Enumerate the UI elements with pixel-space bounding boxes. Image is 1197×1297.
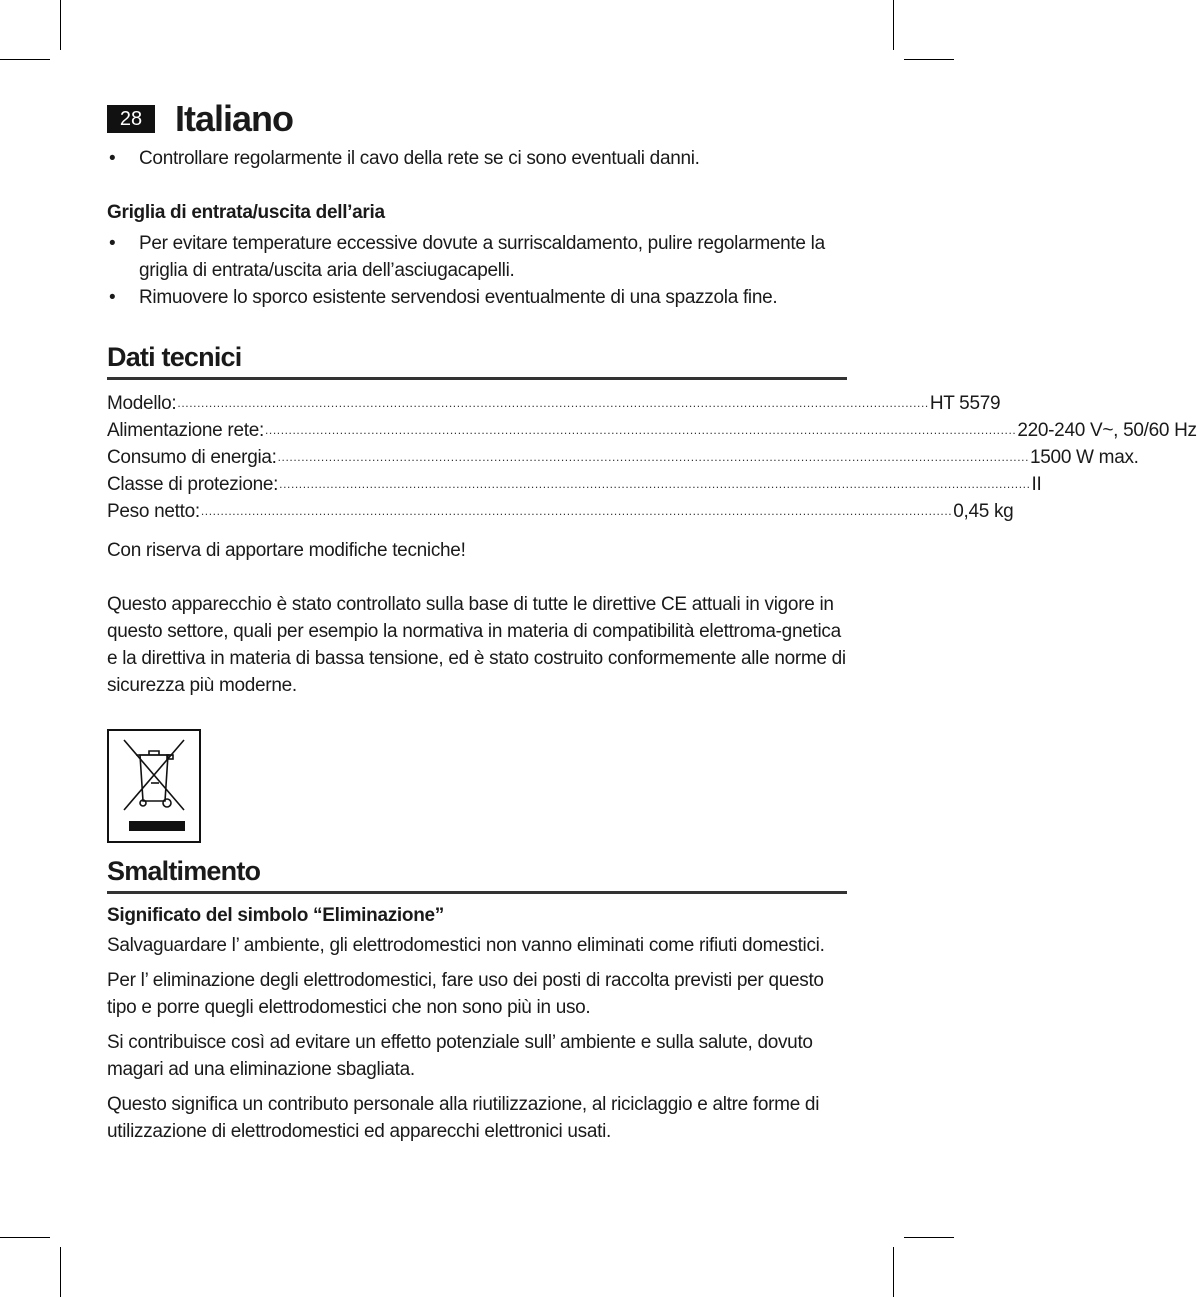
list-item: • Controllare regolarmente il cavo della rete se ci sono eventuali danni. <box>107 145 847 172</box>
disposal-heading: Smaltimento <box>107 853 847 894</box>
spec-row <box>107 417 1197 444</box>
crop-mark <box>60 1247 61 1297</box>
leader-dots: ............................................................................................................................................................................................... <box>177 396 929 410</box>
bullet-icon: • <box>109 287 116 308</box>
crop-mark <box>893 1247 894 1297</box>
spec-label: Alimentazione rete: <box>107 420 264 441</box>
disposal-paragraph: Si contribuisce così ad evitare un effetto potenziale sull’ ambiente e sulla salute, dovuto magari ad una eliminazione sbagliata. <box>107 1032 813 1080</box>
spec-row <box>107 471 1042 498</box>
crop-mark <box>904 59 954 60</box>
weee-crossed-bin-icon <box>107 729 201 843</box>
disposal-paragraph: Questo significa un contributo personale alla riutilizzazione, al riciclaggio e altre forme di utilizzazione di elettrodomestici ed apparecchi elettronici usati. <box>107 1094 820 1142</box>
spec-label: Peso netto: <box>107 501 200 522</box>
disposal-paragraph: Per l’ eliminazione degli elettrodomestici, fare uso dei posti di raccolta previsti per questo tipo e porre quegli elettrodomestici che non sono più in uso. <box>107 970 824 1018</box>
crop-mark <box>0 1237 50 1238</box>
page-number: 28 <box>107 105 155 133</box>
disposal-paragraph: Salvaguardare l’ ambiente, gli elettrodomestici non vanno eliminati come rifiuti domestici. <box>107 935 825 956</box>
disposal-subheading: Significato del simbolo “Eliminazione” <box>107 905 444 926</box>
spec-value: 220-240 V~, 50/60 Hz <box>1017 420 1197 441</box>
bullet-icon: • <box>109 148 116 169</box>
spec-label: Classe di protezione: <box>107 474 279 495</box>
spec-value: II <box>1031 474 1042 495</box>
crop-mark <box>60 0 61 50</box>
spec-value: HT 5579 <box>929 393 1001 414</box>
leader-dots: ............................................................................................................................................................................................... <box>277 450 1030 464</box>
spec-table <box>107 390 1197 525</box>
spec-row <box>107 390 1001 417</box>
grill-heading: Griglia di entrata/uscita dell’aria <box>107 202 385 223</box>
leader-dots: ............................................................................................................................................................................................... <box>279 477 1031 491</box>
compliance-text: Questo apparecchio è stato controllato sulla base di tutte le direttive CE attuali in vigore in questo settore, quali per esempio la normativa in materia di compatibilità elettroma-gnetica e la direttiva in materia di bassa tensione, ed è stato costruito conformemente alle norme di sicurezza più moderne. <box>107 594 846 696</box>
spec-value: 0,45 kg <box>953 501 1014 522</box>
leader-dots: ............................................................................................................................................................................................... <box>200 504 953 518</box>
spec-row <box>107 498 1014 525</box>
page-title: Italiano <box>175 98 294 139</box>
list-item: • Rimuovere lo sporco esistente servendosi eventualmente di una spazzola fine. <box>107 284 847 311</box>
spec-label: Modello: <box>107 393 177 414</box>
crop-mark <box>0 59 50 60</box>
weee-bar <box>129 821 185 831</box>
list-item: • Per evitare temperature eccessive dovute a surriscaldamento, pulire regolarmente la griglia di entrata/uscita aria dell’asciugacapelli. <box>107 230 847 284</box>
spec-row <box>107 444 1139 471</box>
tech-heading: Dati tecnici <box>107 339 847 380</box>
page-content <box>107 140 1197 1145</box>
spec-value: 1500 W max. <box>1030 447 1139 468</box>
page-header <box>107 98 293 140</box>
bullet-icon: • <box>109 233 116 254</box>
crop-mark <box>904 1237 954 1238</box>
tech-note: Con riserva di apportare modifiche tecniche! <box>107 540 466 561</box>
leader-dots: ............................................................................................................................................................................................... <box>264 423 1017 437</box>
crop-mark <box>893 0 894 50</box>
spec-label: Consumo di energia: <box>107 447 277 468</box>
